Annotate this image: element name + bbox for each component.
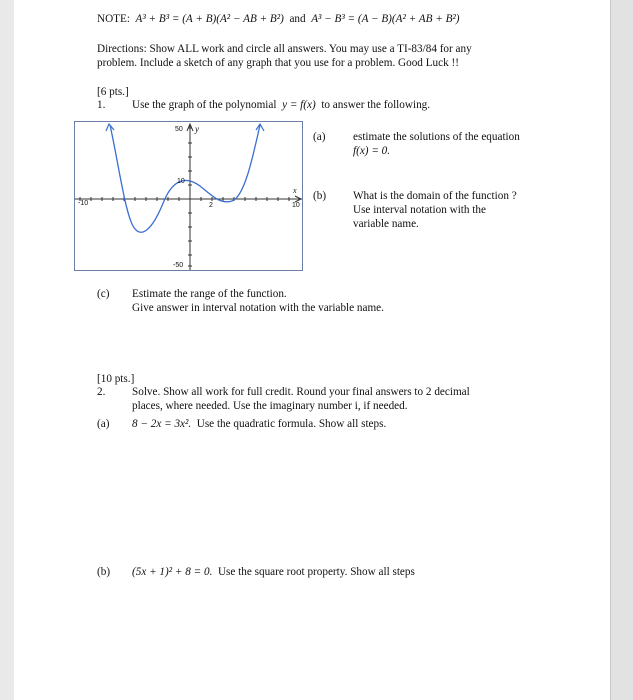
note-line	[97, 12, 460, 26]
problem1-prompt-math: y = f(x)	[282, 99, 316, 111]
problem2-a	[132, 417, 386, 431]
problem1-points: [6 pts.]	[97, 86, 129, 98]
problem1-prompt-text: Use the graph of the polynomial	[132, 99, 277, 111]
problem1-prompt	[132, 98, 430, 112]
tick-label-y-top: 50	[175, 126, 183, 133]
tick-label-x-mid: 2	[209, 202, 213, 209]
problem1-number: 1.	[97, 99, 106, 111]
note-formula-sum: A³ + B³ = (A + B)(A² − AB + B²)	[135, 13, 284, 25]
directions-line-2: problem. Include a sketch of any graph that you use for a problem. Good Luck !!	[97, 57, 459, 69]
tick-label-y-bottom: -50	[173, 262, 184, 269]
problem1-c-line1: Estimate the range of the function.	[132, 288, 287, 300]
tick-label-y-mid: 10	[177, 178, 185, 185]
left-page-edge	[0, 0, 14, 700]
problem1-prompt-end: to answer the following.	[321, 99, 431, 111]
problem1-b-line1: What is the domain of the function ?	[353, 190, 517, 202]
y-axis-label: y	[195, 124, 199, 134]
right-page-edge	[611, 0, 633, 700]
problem1-b-line3: variable name.	[353, 218, 419, 230]
problem2-b-text: Use the square root property. Show all steps	[217, 566, 415, 578]
note-label: NOTE:	[97, 13, 130, 25]
problem2-b	[132, 565, 415, 579]
problem2-b-label: (b)	[97, 566, 111, 578]
problem2-a-text: Use the quadratic formula. Show all steps.	[196, 418, 387, 430]
problem1-a-line1: estimate the solutions of the equation	[353, 131, 520, 143]
x-axis-label: x	[293, 186, 297, 195]
tick-label-x-left: -10	[78, 200, 89, 207]
directions-line-1: Directions: Show ALL work and circle all answers. You may use a TI-83/84 for any	[97, 43, 472, 55]
note-and: and	[289, 13, 306, 25]
problem1-c-label: (c)	[97, 288, 110, 300]
problem2-line1: Solve. Show all work for full credit. Round your final answers to 2 decimal	[132, 386, 470, 398]
tick-label-x-right: 10	[292, 202, 300, 209]
problem1-a-label: (a)	[313, 131, 326, 143]
problem1-a-math: f(x) = 0.	[353, 145, 391, 157]
problem2-a-label: (a)	[97, 418, 110, 430]
graph-frame	[75, 122, 303, 271]
problem2-number: 2.	[97, 386, 106, 398]
note-formula-diff: A³ − B³ = (A − B)(A² + AB + B²)	[311, 13, 460, 25]
problem1-c-line2: Give answer in interval notation with the variable name.	[132, 302, 384, 314]
problem2-line2: places, where needed. Use the imaginary number i, if needed.	[132, 400, 408, 412]
problem1-b-line2: Use interval notation with the	[353, 204, 486, 216]
polynomial-graph	[74, 121, 303, 271]
problem2-b-equation: (5x + 1)² + 8 = 0.	[132, 566, 213, 578]
problem2-points: [10 pts.]	[97, 373, 135, 385]
problem1-b-label: (b)	[313, 190, 327, 202]
problem2-a-equation: 8 − 2x = 3x².	[132, 418, 192, 430]
